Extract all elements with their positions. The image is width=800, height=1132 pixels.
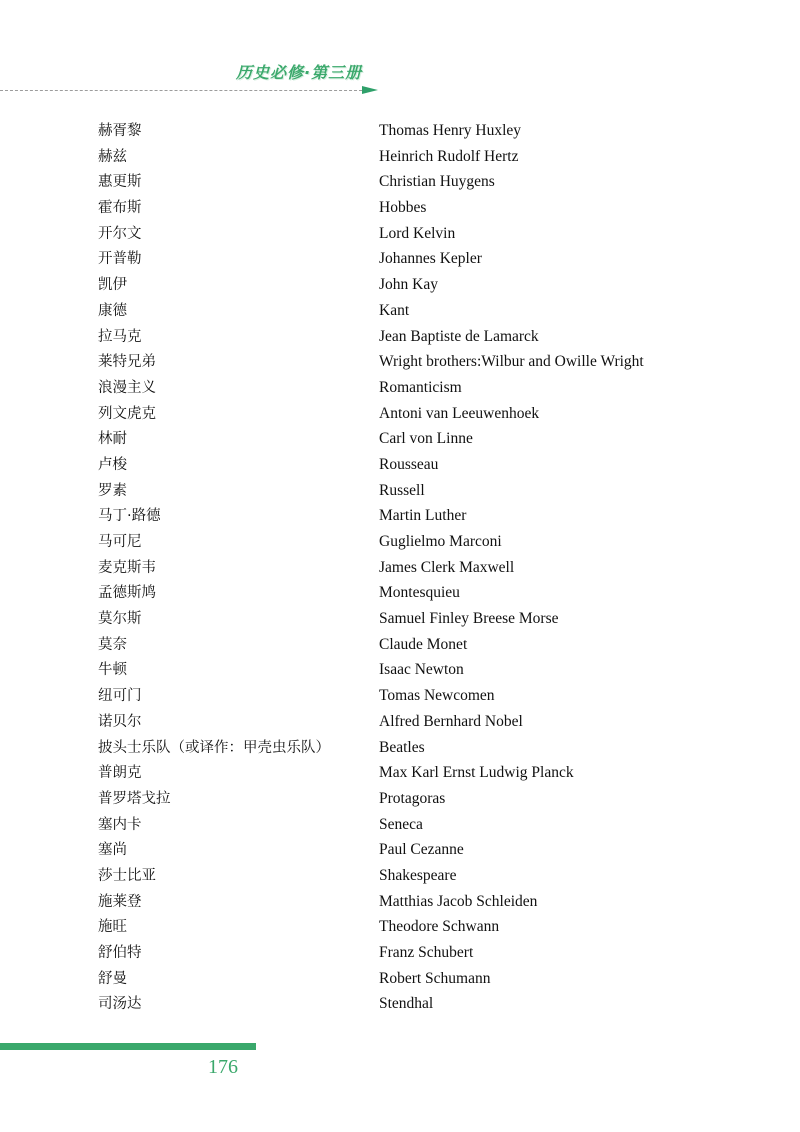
chinese-term: 披头士乐队（或译作：甲壳虫乐队） — [98, 739, 330, 756]
chinese-term: 普罗塔戈拉 — [98, 790, 171, 807]
chinese-term: 纽可门 — [98, 688, 142, 705]
english-term: Isaac Newton — [379, 661, 464, 679]
english-term: Rousseau — [379, 455, 439, 473]
glossary-row — [98, 890, 698, 916]
english-term: Wright brothers:Wilbur and Owille Wright — [379, 353, 644, 371]
glossary-list — [98, 119, 698, 1018]
glossary-row — [98, 633, 698, 659]
chinese-term: 舒曼 — [98, 970, 127, 987]
english-term: Montesquieu — [379, 584, 460, 602]
glossary-row — [98, 402, 698, 428]
english-term: Christian Huygens — [379, 173, 495, 191]
english-term: Tomas Newcomen — [379, 687, 495, 705]
chinese-term: 莫奈 — [98, 636, 127, 653]
glossary-row — [98, 247, 698, 273]
chinese-term: 施莱登 — [98, 893, 142, 910]
chinese-term: 开尔文 — [98, 225, 142, 242]
chinese-term: 惠更斯 — [98, 174, 142, 191]
english-term: Protagoras — [379, 789, 446, 807]
english-term: Thomas Henry Huxley — [379, 122, 522, 139]
english-term: Jean Baptiste de Lamarck — [379, 327, 539, 345]
glossary-row — [98, 479, 698, 505]
glossary-row — [98, 813, 698, 839]
glossary-row — [98, 684, 698, 710]
english-term: Carl von Linne — [379, 430, 473, 448]
english-term: James Clerk Maxwell — [379, 558, 515, 576]
glossary-row — [98, 556, 698, 582]
english-term: Stendhal — [379, 995, 434, 1013]
glossary-row — [98, 530, 698, 556]
chinese-term: 马丁·路德 — [98, 508, 161, 525]
glossary-row — [98, 581, 698, 607]
glossary-row — [98, 864, 698, 890]
english-term: Antoni van Leeuwenhoek — [379, 404, 540, 422]
english-term: Beatles — [379, 738, 425, 756]
english-term: Lord Kelvin — [379, 224, 456, 242]
english-term: Max Karl Ernst Ludwig Planck — [379, 764, 574, 782]
page-number: 176 — [208, 1056, 238, 1078]
english-term: Theodore Schwann — [379, 918, 500, 936]
english-term: Alfred Bernhard Nobel — [379, 712, 523, 730]
chinese-term: 拉马克 — [98, 328, 142, 345]
english-term: Romanticism — [379, 378, 462, 396]
arrow-icon — [362, 86, 378, 94]
chinese-term: 普朗克 — [98, 765, 142, 782]
glossary-row — [98, 453, 698, 479]
chinese-term: 麦克斯韦 — [98, 559, 156, 576]
footer-accent-bar — [0, 1043, 256, 1050]
chinese-term: 孟德斯鸠 — [98, 585, 156, 602]
glossary-row — [98, 145, 698, 171]
english-term: Franz Schubert — [379, 944, 474, 961]
header-title: 历史必修·第三册 — [236, 63, 363, 82]
glossary-row — [98, 787, 698, 813]
chinese-term: 赫胥黎 — [98, 123, 142, 139]
chinese-term: 莱特兄弟 — [98, 354, 156, 371]
english-term: John Kay — [379, 276, 438, 294]
english-term: Samuel Finley Breese Morse — [379, 610, 559, 628]
header-dashed-rule — [0, 90, 362, 91]
chinese-term: 开普勒 — [98, 251, 142, 268]
chinese-term: 林耐 — [98, 431, 127, 448]
chinese-term: 莫尔斯 — [98, 611, 142, 628]
chinese-term: 列文虎克 — [98, 405, 156, 422]
glossary-row — [98, 350, 698, 376]
english-term: Matthias Jacob Schleiden — [379, 892, 538, 910]
chinese-term: 凯伊 — [98, 277, 127, 294]
glossary-row — [98, 915, 698, 941]
chinese-term: 康德 — [98, 302, 127, 319]
glossary-row — [98, 992, 698, 1018]
glossary-row — [98, 736, 698, 762]
english-term: Claude Monet — [379, 635, 468, 653]
glossary-row — [98, 222, 698, 248]
glossary-row — [98, 427, 698, 453]
english-term: Russell — [379, 481, 425, 499]
glossary-row — [98, 170, 698, 196]
english-term: Hobbes — [379, 199, 427, 217]
english-term: Robert Schumann — [379, 969, 491, 987]
chinese-term: 舒伯特 — [98, 945, 142, 961]
glossary-row — [98, 325, 698, 351]
english-term: Heinrich Rudolf Hertz — [379, 147, 519, 165]
glossary-row — [98, 967, 698, 993]
glossary-row — [98, 196, 698, 222]
english-term: Johannes Kepler — [379, 250, 482, 268]
glossary-row — [98, 941, 698, 967]
chinese-term: 莎士比亚 — [98, 867, 156, 884]
glossary-row — [98, 273, 698, 299]
chinese-term: 马可尼 — [98, 534, 142, 550]
english-term: Seneca — [379, 815, 423, 833]
chinese-term: 塞尚 — [98, 842, 127, 859]
chinese-term: 诺贝尔 — [98, 713, 142, 730]
glossary-row — [98, 119, 698, 145]
glossary-row — [98, 607, 698, 633]
chinese-term: 司汤达 — [98, 996, 142, 1013]
chinese-term: 罗素 — [98, 482, 127, 499]
glossary-row — [98, 761, 698, 787]
chinese-term: 浪漫主义 — [98, 379, 156, 396]
chinese-term: 塞内卡 — [98, 816, 142, 833]
english-term: Kant — [379, 301, 410, 319]
glossary-row — [98, 376, 698, 402]
english-term: Shakespeare — [379, 866, 457, 884]
chinese-term: 卢梭 — [98, 456, 127, 473]
english-term: Paul Cezanne — [379, 841, 464, 859]
glossary-row — [98, 504, 698, 530]
glossary-row — [98, 658, 698, 684]
glossary-row — [98, 838, 698, 864]
english-term: Martin Luther — [379, 507, 467, 525]
chinese-term: 牛顿 — [98, 662, 127, 679]
chinese-term: 施旺 — [98, 919, 127, 936]
glossary-row — [98, 710, 698, 736]
chinese-term: 赫兹 — [98, 148, 127, 165]
english-term: Guglielmo Marconi — [379, 533, 502, 550]
glossary-row — [98, 299, 698, 325]
chinese-term: 霍布斯 — [98, 200, 142, 217]
